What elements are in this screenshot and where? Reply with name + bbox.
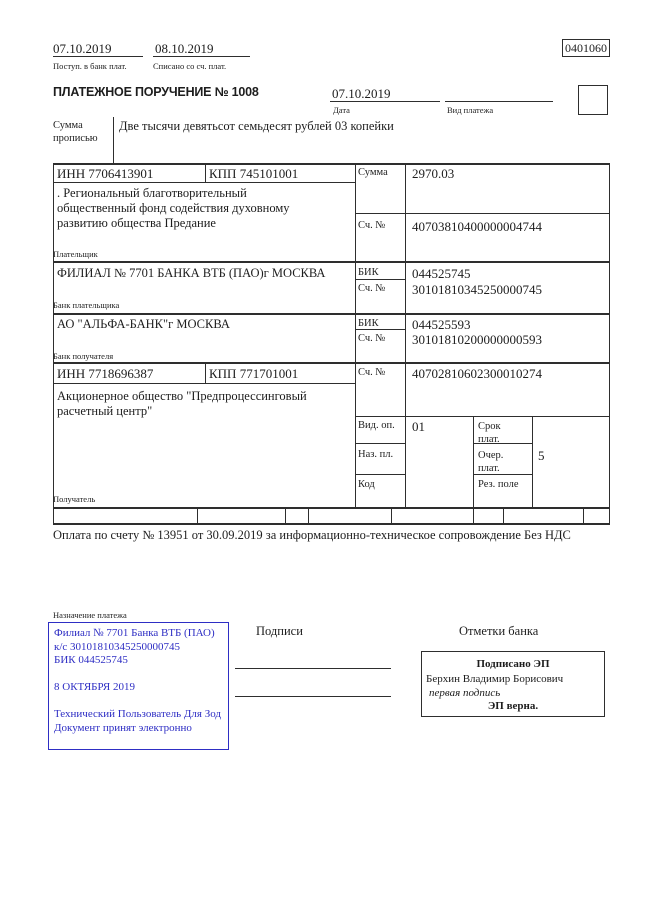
- bank-marks-label: Отметки банка: [459, 624, 539, 638]
- payee-bank-account: 30101810200000000593: [412, 332, 542, 347]
- code-label: Код: [358, 479, 375, 490]
- payee-bank-label: Банк получателя: [53, 351, 114, 361]
- payer-name-line3: развитию общества Предание: [57, 216, 216, 230]
- payee-account-label: Сч. №: [358, 367, 386, 378]
- payee-name-line2: расчетный центр": [57, 404, 153, 418]
- esign-title: Подписано ЭП: [476, 658, 550, 670]
- payer-account: 40703810400000004744: [412, 219, 542, 234]
- stamp-line: к/с 30101810345250000745: [54, 640, 181, 653]
- payer-bank-bik: 044525745: [412, 266, 471, 281]
- payer-bank-bik-label: БИК: [358, 267, 379, 278]
- esign-verified: ЭП верна.: [487, 700, 539, 712]
- received-in-bank-date: 07.10.2019: [53, 41, 112, 56]
- payee-account: 40702810602300010274: [412, 366, 542, 381]
- op-type-label: Вид. оп.: [358, 420, 395, 431]
- stamp-line: [54, 668, 228, 682]
- priority-value: 5: [538, 448, 545, 463]
- stamp-line: 8 ОКТЯБРЯ 2019: [54, 681, 135, 693]
- payee-bank-account-label: Сч. №: [358, 333, 386, 344]
- signature-line-2: [235, 696, 391, 697]
- payer-inn: ИНН 7706413901: [57, 166, 154, 181]
- payer-account-label: Сч. №: [358, 220, 386, 231]
- esign-signature-type: первая подпись: [429, 687, 501, 699]
- signature-line-1: [235, 668, 391, 669]
- bank-acceptance-stamp: [48, 622, 229, 750]
- payee-bank-name: АО "АЛЬФА-БАНК"г МОСКВА: [57, 317, 230, 331]
- sum-label: Сумма: [358, 167, 388, 178]
- payer-name-line1: . Региональный благотворительный: [57, 186, 247, 200]
- amount-words-label-2: прописью: [53, 133, 98, 144]
- amount-in-words: Две тысячи девятьсот семьдесят рублей 03 копейки: [119, 119, 394, 133]
- document-title: ПЛАТЕЖНОЕ ПОРУЧЕНИЕ № 1008: [53, 85, 259, 99]
- payee-kpp: КПП 771701001: [209, 366, 299, 381]
- payment-type-checkbox: [578, 85, 608, 115]
- purpose-kind-label: Наз. пл.: [358, 449, 394, 460]
- debited-from-account-label: Списано со сч. плат.: [153, 61, 227, 71]
- esign-signer-name: Берхин Владимир Борисович: [426, 673, 564, 685]
- reserve-field-label: Рез. поле: [478, 479, 519, 490]
- payee-name-line1: Акционерное общество "Предпроцессинговый: [57, 389, 307, 403]
- stamp-line: Документ принят электронно: [54, 721, 192, 734]
- stamp-line: [54, 695, 228, 709]
- payee-inn: ИНН 7718696387: [57, 366, 154, 381]
- payee-bank-bik-label: БИК: [358, 318, 379, 329]
- due-date-label: Срок плат.: [478, 421, 501, 445]
- form-code-box: 0401060: [562, 39, 610, 57]
- stamp-line: БИК 044525745: [54, 654, 128, 666]
- esign-box: [421, 651, 605, 717]
- payment-type-label: Вид платежа: [447, 105, 494, 115]
- signatures-label: Подписи: [256, 624, 303, 638]
- stamp-line: Технический Пользователь Для Зод: [54, 708, 222, 720]
- debited-from-account-date: 08.10.2019: [155, 41, 214, 56]
- payee-label: Получатель: [53, 494, 96, 504]
- payment-purpose-label: Назначение платежа: [53, 610, 127, 620]
- amount-words-label-1: Сумма: [53, 120, 83, 131]
- payer-bank-account: 30101810345250000745: [412, 282, 542, 297]
- priority-label: Очер. плат.: [478, 450, 504, 474]
- document-date: 07.10.2019: [332, 86, 391, 101]
- payment-purpose-text: Оплата по счету № 13951 от 30.09.2019 за информационно-техническое сопровождение Без НДС: [53, 528, 571, 542]
- payer-kpp: КПП 745101001: [209, 166, 299, 181]
- payer-label: Плательщик: [53, 249, 98, 259]
- payer-bank-name: ФИЛИАЛ № 7701 БАНКА ВТБ (ПАО)г МОСКВА: [57, 266, 326, 280]
- payer-name-line2: общественный фонд содействия духовному: [57, 201, 290, 215]
- date-label: Дата: [333, 105, 350, 115]
- sum-value: 2970.03: [412, 166, 455, 181]
- payee-bank-bik: 044525593: [412, 317, 471, 332]
- received-in-bank-label: Поступ. в банк плат.: [53, 61, 127, 71]
- stamp-line: Филиал № 7701 Банка ВТБ (ПАО): [54, 627, 215, 639]
- op-type-value: 01: [412, 419, 425, 434]
- payer-bank-label: Банк плательщика: [53, 300, 120, 310]
- payer-bank-account-label: Сч. №: [358, 283, 386, 294]
